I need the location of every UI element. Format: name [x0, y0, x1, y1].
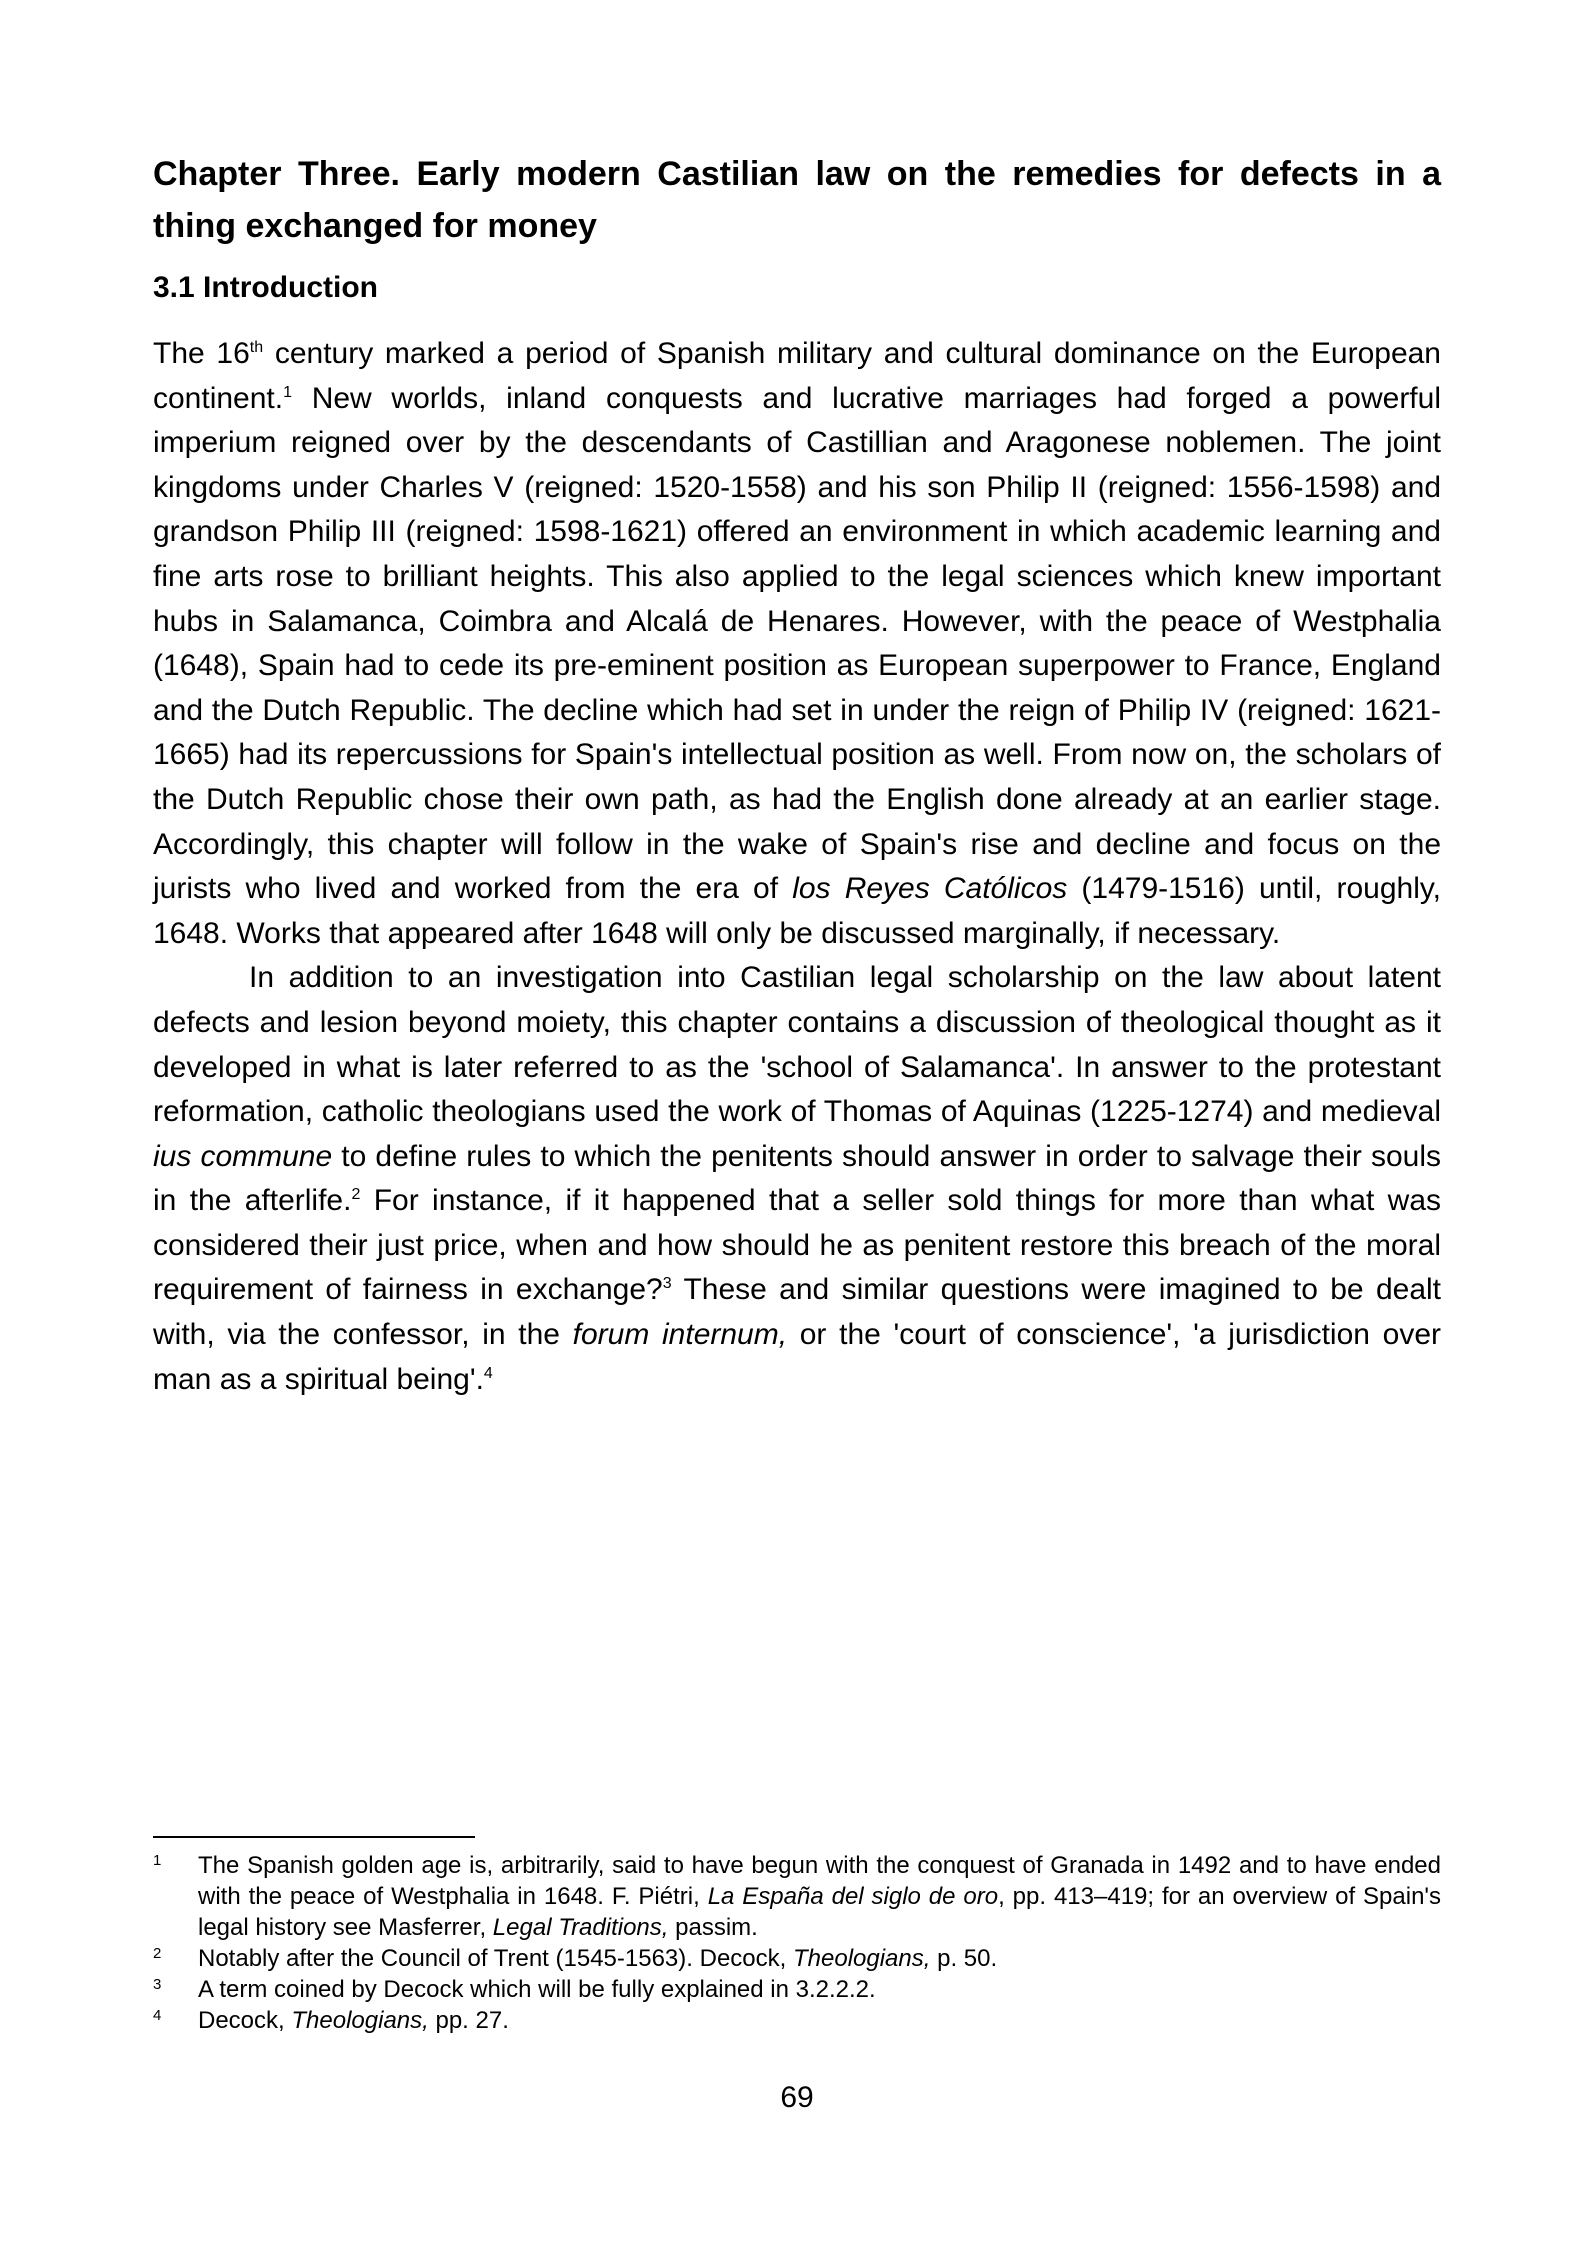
footnote-number: 1 — [153, 1852, 162, 1869]
superscript-th: th — [249, 339, 264, 356]
footnotes — [153, 1850, 1441, 2036]
italic-text: La España del siglo de oro — [707, 1883, 999, 1910]
text-run: Decock, — [198, 2007, 292, 2034]
text-run: (1479-1516) until, roughly, 1648. Works that appeared after 1648 will only be discussed marginally, if necessary. — [153, 872, 1442, 950]
footnote-text: A term coined by Decock which will be fully explained in 3.2.2.2. — [198, 1976, 876, 2003]
text-run: pp. 27. — [428, 2007, 509, 2034]
italic-text: forum internum, — [572, 1318, 788, 1352]
italic-text: ius commune — [153, 1139, 333, 1173]
footnote-number: 3 — [153, 1976, 162, 1993]
text-run: The 16 — [153, 337, 250, 370]
footnote-ref-1[interactable]: 1 — [283, 383, 292, 401]
footnote-number: 2 — [153, 1945, 162, 1962]
text-run: Notably after the Council of Trent (1545-1563). Decock, — [198, 1945, 793, 1972]
footnote-2 — [153, 1943, 1441, 1974]
footnote-ref-3[interactable]: 3 — [662, 1275, 672, 1293]
footnote-ref-4[interactable]: 4 — [483, 1364, 493, 1382]
footnote-text — [198, 2005, 1441, 2036]
italic-text: Theologians, — [792, 1945, 931, 1972]
text-run: p. 50. — [930, 1945, 998, 1972]
text-run: or the 'court of conscience', 'a jurisdiction over man as a spiritual being'. — [153, 1318, 1441, 1396]
paragraph — [153, 956, 1441, 1402]
body-text — [153, 332, 1441, 1402]
text-run: to define rules to which the penitents should answer in order to salvage their souls in the afterlife. — [153, 1139, 1441, 1218]
page-number: 69 — [780, 2081, 814, 2114]
footnote-divider — [153, 1836, 475, 1838]
text-run: , pp. 413–419; for an overview of Spain's legal history see Masferrer, — [198, 1883, 1441, 1941]
text-run: The Spanish golden age is, arbitrarily, said to have begun with the conquest of Granada in 1492 and to have ended with the peace of Westphalia in 1648. F. Piétri, — [198, 1852, 1441, 1910]
italic-text: los Reyes Católicos — [792, 872, 1068, 906]
text-run: In addition to an investigation into Castilian legal scholarship on the law about latent defects and lesion beyond moiety, this chapter contains a discussion of theological thought as it developed in what is later referred to as the 'school of Salamanca'. In answer to the protestant reformation, catholic theologians used the work of Thomas of Aquinas (1225-1274) and medieval — [153, 961, 1441, 1129]
text-run: century marked a period of Spanish military and cultural dominance on the European continent. — [153, 337, 1441, 415]
footnote-3 — [153, 1974, 1441, 2005]
italic-text: Theologians, — [291, 2007, 429, 2034]
footnote-number: 4 — [153, 2007, 162, 2024]
footnote-text — [198, 1850, 1441, 1943]
text-run: New worlds, inland conquests and lucrative marriages had forged a powerful imperium reigned over by the descendants of Castillian and Aragonese noblemen. The joint kingdoms under Charles V (reigned: 1520-1558) and his son Philip II (reigned: 1556-1598) and grandson Philip III (reigned: 1598-1621) offered an environment in which academic learning and fine arts rose to brilliant heights. This also applied to the legal sciences which knew important hubs in Salamanca, Coimbra and Alcalá de Henares. However, with the peace of Westphalia (1648), Spain had to cede its pre-eminent position as European superpower to France, England and the Dutch Republic. The decline which had set in under the reign of Philip IV (reigned: 1621-1665) had its repercussions for Spain's intellectual position as well. From now on, the scholars of the Dutch Republic chose their own path, as had the English done already at an earlier stage. Accordingly, this chapter will follow in the wake of Spain's rise and decline and focus on the jurists who lived and worked from the era of — [153, 381, 1441, 906]
text-run: These and similar questions were imagined to be dealt with, via the confessor, in the — [153, 1273, 1442, 1352]
paragraph — [153, 332, 1441, 956]
footnote-4 — [153, 2005, 1441, 2036]
chapter-title: Chapter Three. Early modern Castilian law on the remedies for defects in a thing exchanged for money — [153, 155, 1441, 245]
text-run: passim. — [668, 1914, 758, 1941]
italic-text: Legal Traditions, — [492, 1914, 669, 1941]
footnote-ref-2[interactable]: 2 — [351, 1186, 361, 1204]
text-run: For instance, if it happened that a seller sold things for more than what was considered their just price, when and how should he as penitent restore this breach of the moral requirement of fairness in exchange? — [153, 1184, 1441, 1307]
footnote-text — [198, 1943, 1441, 1974]
footnote-1 — [153, 1850, 1441, 1943]
section-heading: 3.1 Introduction — [153, 271, 378, 304]
